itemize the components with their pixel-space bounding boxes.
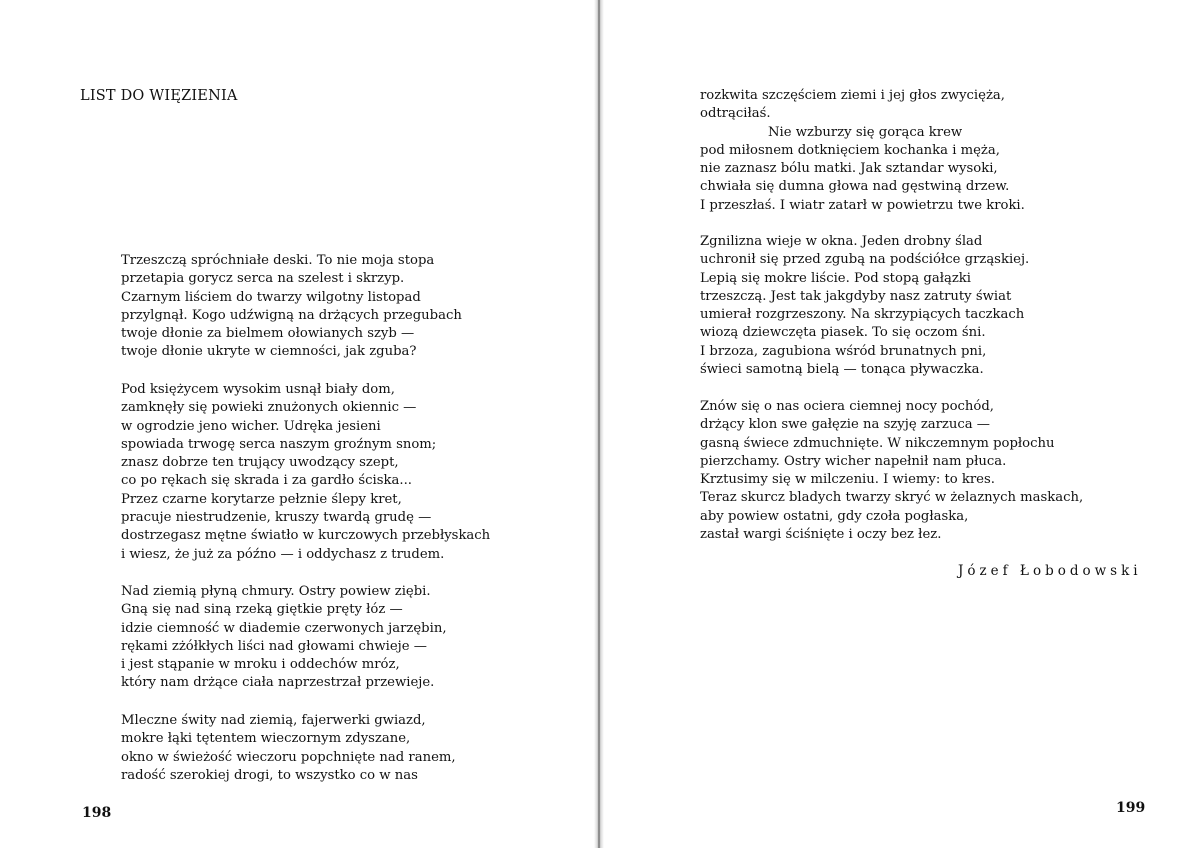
verse-line: twoje dłonie za bielmem ołowianych szyb — <box>121 326 415 342</box>
book-gutter <box>594 0 604 848</box>
stanza-1 <box>121 252 462 362</box>
verse-line: rozkwita szczęściem ziemi i jej głos zwycięża, <box>700 88 1005 103</box>
verse-line: przetapia gorycz serca na szelest i skrzyp. <box>121 271 405 287</box>
verse-line: Czarnym liściem do twarzy wilgotny listopad <box>121 289 421 305</box>
verse-line: i wiesz, że już za późno — i oddychasz z trudem. <box>121 546 445 562</box>
verse-line: zastał wargi ściśnięte i oczy bez łez. <box>700 527 942 543</box>
verse-line: Krztusimy się w milczeniu. I wiemy: to kres. <box>700 472 995 488</box>
right-page <box>604 0 1200 848</box>
verse-line: twoje dłonie ukryte w ciemności, jak zguba? <box>121 344 417 360</box>
poem-title: LIST DO WIĘZIENIA <box>80 88 238 104</box>
verse-line: Znów się o nas ociera ciemnej nocy pochód, <box>700 399 994 414</box>
verse-line: w ogrodzie jeno wicher. Udręka jesieni <box>121 418 381 434</box>
stanza-2 <box>121 381 490 564</box>
verse-line: aby powiew ostatni, gdy czoła pogłaska, <box>700 508 969 524</box>
verse-line: pierzchamy. Ostry wicher napełnił nam płuca. <box>700 453 1007 469</box>
verse-line: mokre łąki tętentem wieczornym zdyszane, <box>121 731 411 747</box>
verse-line: dostrzegasz mętne światło w kurczowych przebłyskach <box>121 528 491 544</box>
verse-line: pod miłosnem dotknięciem kochanka i męża, <box>700 142 1000 158</box>
verse-line: Gną się nad siną rzeką giętkie pręty łóz — <box>121 602 403 618</box>
verse-line: spowiada trwogę serca naszym groźnym snom; <box>121 436 437 452</box>
verse-line: wiozą dziewczęta piasek. To się oczom śni. <box>700 325 986 341</box>
verse-line: uchronił się przed zgubą na podściółce grząskiej. <box>700 252 1030 268</box>
verse-line: I brzoza, zagubiona wśród brunatnych pni, <box>700 343 987 359</box>
verse-line: drżący klon swe gałęzie na szyję zarzuca — <box>700 417 990 433</box>
verse-line: Nie wzburzy się gorąca krew <box>768 124 963 140</box>
verse-line: I przeszłaś. I wiatr zatarł w powietrzu twe kroki. <box>700 197 1025 213</box>
verse-line: znasz dobrze ten trujący uwodzący szept, <box>121 455 399 471</box>
verse-line: gasną świece zdmuchnięte. W nikczemnym popłochu <box>700 435 1055 451</box>
verse-line: pracuje niestrudzenie, kruszy twardą grudę — <box>121 510 432 526</box>
stanza-5 <box>700 87 1025 215</box>
verse-line: i jest stąpanie w mroku i oddechów mróz, <box>121 657 400 673</box>
stanza-6 <box>700 233 1029 379</box>
verse-line: Pod księżycem wysokim usnął biały dom, <box>121 382 395 397</box>
verse-line: który nam drżące ciała naprzestrzał przewieje. <box>121 675 435 691</box>
verse-line: świeci samotną bielą — tonąca pływaczka. <box>700 362 984 378</box>
verse-line: trzeszczą. Jest tak jakgdyby nasz zatruty świat <box>700 288 1012 304</box>
verse-line: Nad ziemią płyną chmury. Ostry powiew ziębi. <box>121 584 431 599</box>
verse-line: okno w świeżość wieczoru popchnięte nad ranem, <box>121 749 456 765</box>
verse-line: idzie ciemność w diademie czerwonych jarzębin, <box>121 620 447 636</box>
stanza-3 <box>121 583 447 693</box>
verse-line: radość szerokiej drogi, to wszystko co w nas <box>121 767 418 783</box>
stanza-7 <box>700 398 1083 544</box>
verse-line: odtrąciłaś. <box>700 106 771 122</box>
verse-line: rękami zżółkłych liści nad głowami chwieje — <box>121 638 427 654</box>
left-page <box>0 0 596 848</box>
verse-line: Lepią się mokre liście. Pod stopą gałązki <box>700 270 972 286</box>
page-number: 199 <box>1116 800 1146 816</box>
verse-line: co po rękach się skrada i za gardło ściska... <box>121 473 412 489</box>
verse-line: Zgnilizna wieje w okna. Jeden drobny ślad <box>700 234 983 249</box>
stanza-4 <box>121 712 456 785</box>
verse-line: przylgnął. Kogo udźwigną na drżących przegubach <box>121 307 462 323</box>
verse-line: zamknęły się powieki znużonych okiennic — <box>121 400 417 416</box>
verse-line: Trzeszczą spróchniałe deski. To nie moja stopa <box>121 253 435 268</box>
verse-line: chwiała się dumna głowa nad gęstwiną drzew. <box>700 179 1010 195</box>
verse-line: Teraz skurcz bladych twarzy skryć w żelaznych maskach, <box>700 490 1084 506</box>
page-number: 198 <box>82 805 112 821</box>
verse-line: Mleczne świty nad ziemią, fajerwerki gwiazd, <box>121 713 426 728</box>
verse-line: nie zaznasz bólu matki. Jak sztandar wysoki, <box>700 161 998 177</box>
author-signature: Józef Łobodowski <box>958 563 1142 579</box>
verse-line: Przez czarne korytarze pełznie ślepy kret, <box>121 491 402 507</box>
verse-line: umierał rozgrzeszony. Na skrzypiących taczkach <box>700 307 1025 323</box>
